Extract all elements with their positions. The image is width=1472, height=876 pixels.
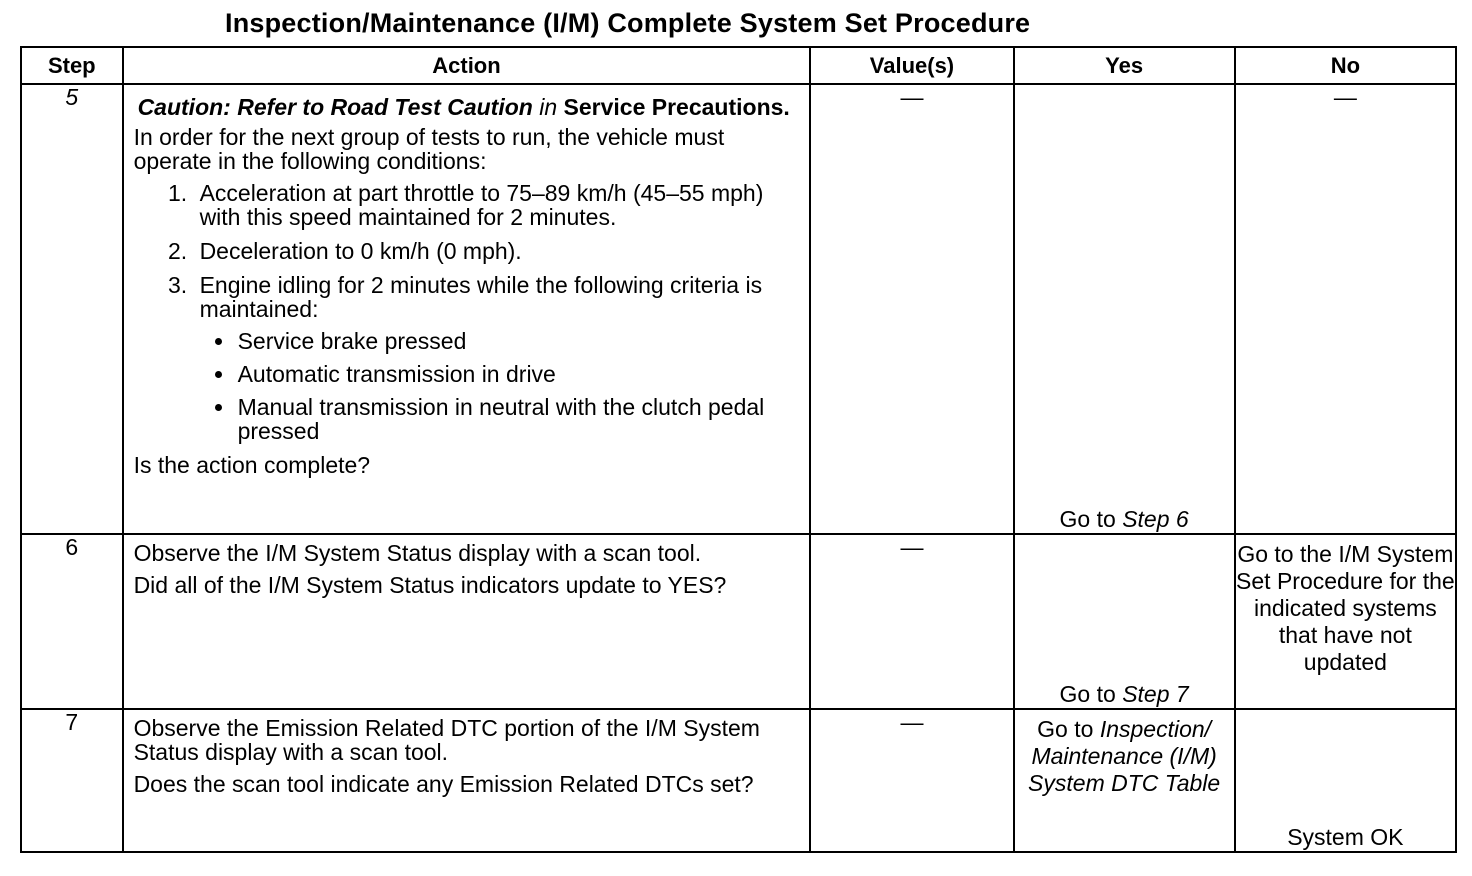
- action-question: Is the action complete?: [133, 452, 371, 478]
- caution-in: in: [532, 94, 564, 120]
- caution-reference: Service Precautions.: [563, 94, 790, 120]
- header-values: Value(s): [810, 47, 1013, 84]
- page-title: Inspection/Maintenance (I/M) Complete System Set Procedure: [225, 8, 1031, 38]
- list-item: 2. Deceleration to 0 km/h (0 mph).: [194, 239, 800, 263]
- table-header-row: [21, 47, 1456, 84]
- no-goto[interactable]: Go to the I/M System Set Procedure for the indicated systems that have not updated: [1236, 541, 1455, 675]
- yes-cell: [1014, 534, 1235, 709]
- bullet-item: • Service brake pressed: [236, 329, 800, 353]
- value-dash: —: [900, 84, 924, 110]
- caution-text: Caution: Refer to Road Test Caution: [137, 94, 533, 120]
- yes-goto[interactable]: [1015, 507, 1234, 531]
- yes-step-link[interactable]: Step 6: [1122, 506, 1189, 532]
- action-cell: [123, 84, 811, 534]
- header-action: Action: [123, 47, 811, 84]
- step-5-label: 5: [65, 84, 79, 110]
- step-number: [21, 534, 123, 709]
- condition-list: [134, 181, 800, 443]
- action-question: Did all of the I/M System Status indicators update to YES?: [133, 572, 727, 598]
- value-cell: [810, 84, 1013, 534]
- caution-note: [138, 93, 800, 121]
- yes-goto[interactable]: [1015, 682, 1234, 706]
- yes-step-link[interactable]: Step 7: [1122, 681, 1189, 707]
- value-cell: [810, 709, 1013, 852]
- action-cell: [123, 534, 811, 709]
- yes-prefix: Go to: [1059, 506, 1123, 532]
- criteria-list: [200, 329, 800, 443]
- yes-cell: [1014, 84, 1235, 534]
- header-yes: Yes: [1014, 47, 1235, 84]
- value-dash: —: [900, 534, 924, 560]
- yes-table-link[interactable]: Inspection/ Maintenance (I/M) System DTC Table: [1028, 716, 1221, 796]
- header-no: No: [1235, 47, 1456, 84]
- step-6-label: 6: [65, 534, 79, 560]
- table-row-step-6: [21, 534, 1456, 709]
- header-step: Step: [21, 47, 123, 84]
- yes-cell: [1014, 709, 1235, 852]
- no-result: System OK: [1287, 824, 1404, 850]
- step-number: [21, 84, 123, 534]
- table-row-step-7: [21, 709, 1456, 852]
- no-cell: [1235, 84, 1456, 534]
- bullet-item: • Automatic transmission in drive: [236, 362, 800, 386]
- action-text: Observe the I/M System Status display with a scan tool.: [133, 540, 702, 566]
- no-dash: —: [1333, 84, 1357, 110]
- list-item: [194, 273, 800, 443]
- step-7-label: 7: [65, 709, 79, 735]
- step-number: [21, 709, 123, 852]
- table-row-step-5: [21, 84, 1456, 534]
- value-cell: [810, 534, 1013, 709]
- no-cell: [1235, 534, 1456, 709]
- action-text: Observe the Emission Related DTC portion of the I/M System Status display with a scan tool.: [133, 715, 760, 765]
- action-question: Does the scan tool indicate any Emission Related DTCs set?: [133, 771, 754, 797]
- list-item: 1. Acceleration at part throttle to 75–89 km/h (45–55 mph) with this speed maintained for 2 minutes.: [194, 181, 800, 229]
- action-cell: [123, 709, 811, 852]
- value-dash: —: [900, 709, 924, 735]
- bullet-item: • Manual transmission in neutral with the clutch pedal pressed: [236, 395, 800, 443]
- yes-goto[interactable]: [1015, 710, 1234, 797]
- action-intro: In order for the next group of tests to run, the vehicle must operate in the following conditions:: [133, 124, 725, 174]
- list-item-text: Engine idling for 2 minutes while the following criteria is maintained:: [199, 272, 763, 322]
- yes-prefix: Go to: [1059, 681, 1123, 707]
- yes-prefix: Go to: [1037, 716, 1100, 742]
- no-cell: [1235, 709, 1456, 852]
- procedure-table: [20, 46, 1457, 853]
